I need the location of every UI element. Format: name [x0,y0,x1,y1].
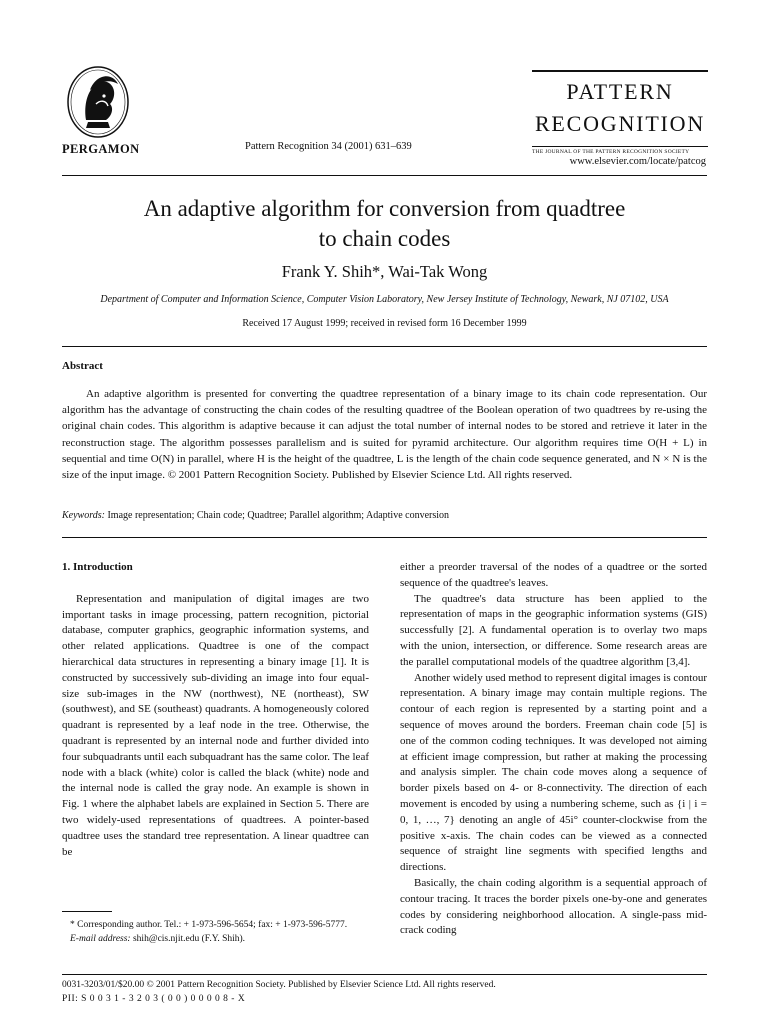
abstract-divider-top [62,346,707,347]
paper-title-line2: to chain codes [318,226,451,251]
footnote-rule [62,911,112,912]
received-dates: Received 17 August 1999; received in revised form 16 December 1999 [242,318,527,329]
journal-citation: Pattern Recognition 34 (2001) 631–639 [245,141,412,152]
footnote [62,918,369,946]
intro-paragraph-4: Basically, the chain coding algorithm is a sequential approach of contour tracing. It traces the border pixels one-by-one and generates codes by considering neighborhood allocation. A single-pass mid-crack coding [400,876,707,937]
journal-name-line2: RECOGNITION [534,110,706,136]
footer-divider [62,974,707,975]
keywords-text: Image representation; Chain code; Quadtree; Parallel algorithm; Adaptive conversion [107,510,450,521]
email-label: E-mail address: [70,934,131,944]
abstract-heading: Abstract [62,360,103,372]
abstract-divider-bottom [62,537,707,538]
intro-paragraph-2: The quadtree's data structure has been applied to the representation of maps in the geographic information systems (GIS) successfully [2]. A fundamental operation is to overlay two maps with the union, intersection, or difference. Some research areas are the parallel computational models of the quadtree algorithm [3,4]. [400,592,707,668]
author-affiliation: Department of Computer and Information Science, Computer Vision Laboratory, New Jersey Institute of Technology, Newark, NJ 07102, USA [100,294,669,305]
journal-name-line1: PATTERN [566,78,674,104]
copyright-line: 0031-3203/01/$20.00 © 2001 Pattern Recognition Society. Published by Elsevier Science Ltd. All rights reserved. [62,980,496,990]
paper-title-line1: An adaptive algorithm for conversion from quadtree [143,196,626,221]
paper-authors: Frank Y. Shih*, Wai-Tak Wong [281,262,488,281]
intro-paragraph-1: Representation and manipulation of digital images are two important tasks in image processing, pattern recognition, pictorial database, computer graphics, geographic information systems, and other related applications. Quadtree is one of the compact hierarchical data structures in representing a binary image [1]. It is constructed by successively sub-dividing an image into four equal-size sub-images in the NW (northwest), NE (northeast), SW (southwest), and SE (southeast) quadrants. A homogeneously colored quadrant is represented by a leaf node in the tree. Otherwise, the quadrant is represented by an internal node and further divided into four subquadrants until each subquadrant has the same color. The leaf node with a black (white) color is called the black (white) node and the internal node is called the gray node. An example is shown in Fig. 1 where the alphabet labels are explained in Section 5. There are two widely-used representations of quadtrees. A pointer-based quadtree uses the standard tree representation. A linear quadtree can be [62,592,369,858]
intro-paragraph-3: Another widely used method to represent digital images is contour representation. A binary image may contain multiple regions. The contour of each region is represented by a starting point and a sequence of moves around the borders. Freeman chain code [5] is one of the common coding techniques. It was developed not aiming at efficient image compression, but rather at making the processing and analysis simpler. The chain code moves along a sequence of border pixels based on 4- or 8-connectivity. The direction of each movement is encoded by using a numbering scheme, such as {i | i = 0, 1, …, 7} denoting an angle of 45i° counter-clockwise from the positive x-axis. The chain codes can be viewed as a connected sequence of straight line segments with specified lengths and directions. [400,671,707,874]
right-column [400,560,707,939]
left-column [62,560,369,860]
keywords-label: Keywords: [62,510,105,521]
section-heading-introduction: 1. Introduction [62,561,133,573]
pergamon-athena-logo-icon [66,64,130,138]
journal-name [532,76,708,140]
masthead-rule-top [532,70,708,72]
journal-subtitle: THE JOURNAL OF THE PATTERN RECOGNITION SOCIETY [532,148,690,155]
masthead-rule-mid [532,146,708,147]
pii-line: PII: S 0 0 3 1 - 3 2 0 3 ( 0 0 ) 0 0 0 0 8 - X [62,994,246,1004]
header-divider [62,175,707,176]
corresponding-author-note: * Corresponding author. Tel.: + 1-973-596-5654; fax: + 1-973-596-5777. [70,920,348,930]
publisher-name: PERGAMON [62,142,140,156]
keywords [62,510,707,521]
journal-masthead [532,70,708,155]
email-address: shih@cis.njit.edu (F.Y. Shih). [132,934,246,944]
abstract-text: An adaptive algorithm is presented for converting the quadtree representation of a binary image to its chain code representation. Our algorithm has the advantage of constructing the chain codes of the resulting quadtree of the Boolean operation of two quadtrees by re-using the original chain codes. This algorithm is adaptive because it can adjust the total number of internal nodes to be stored and retrieve it later in the reconstruction stage. The algorithm possesses parallelism and is suited for pyramid architecture. Our algorithm requires time O(H + L) in sequential and time O(N) in parallel, where H is the height of the quadtree, L is the length of the chain code sequence generated, and N × N is the size of the input image. © 2001 Pattern Recognition Society. Published by Elsevier Science Ltd. All rights reserved. [62,388,707,482]
journal-url-link[interactable]: www.elsevier.com/locate/patcog [569,156,706,167]
intro-paragraph-continued: either a preorder traversal of the nodes of a quadtree or the sorted sequence of the quadtree's leaves. [400,561,707,589]
paper-title [62,194,707,254]
